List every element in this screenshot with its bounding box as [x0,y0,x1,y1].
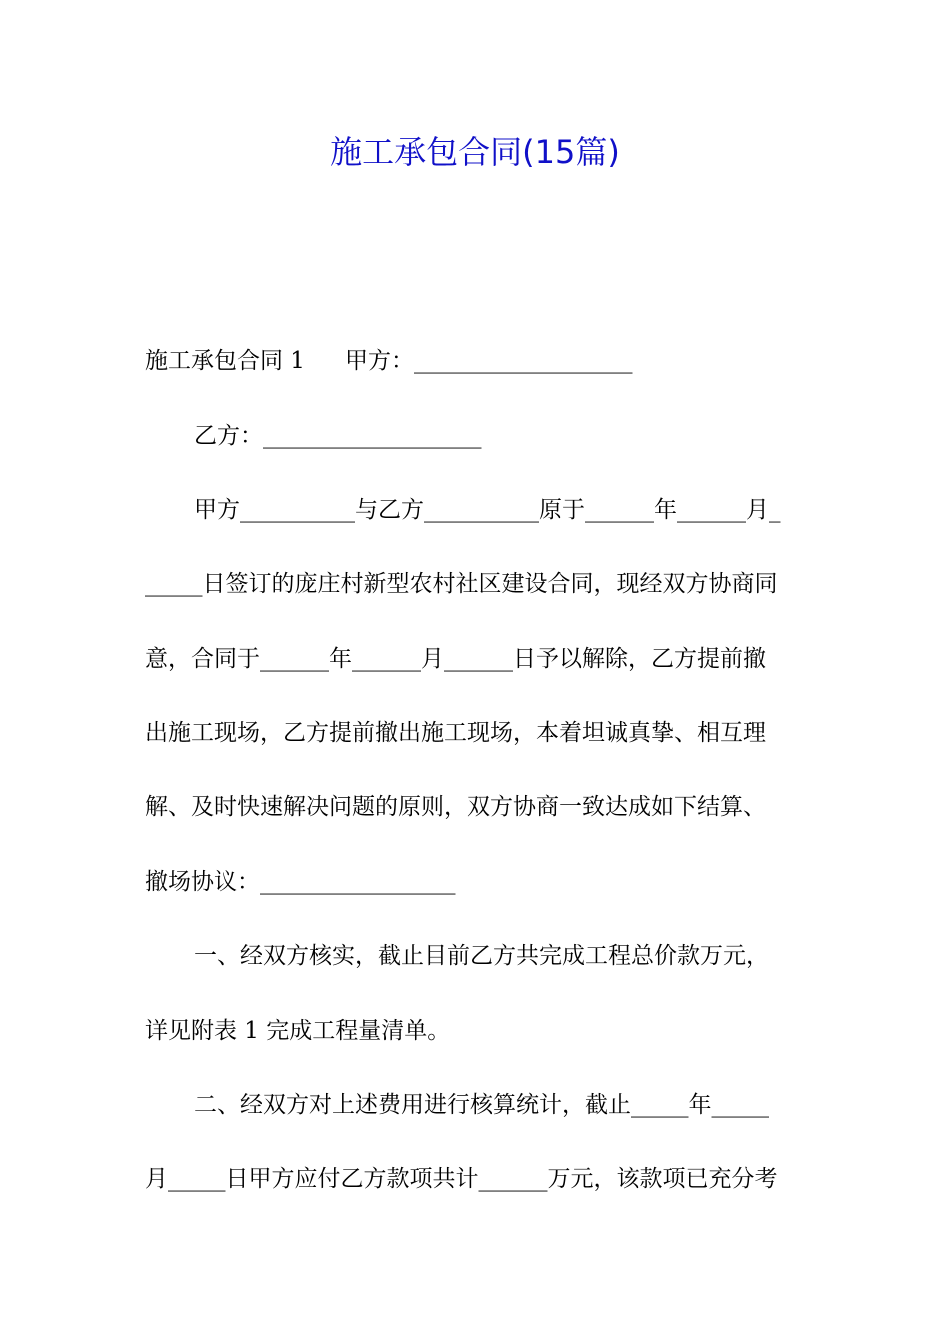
party-a-line: 甲方：___________________ [344,348,633,374]
paragraph-line: _____日签订的庞庄村新型农村社区建设合同，现经双方协商同 [145,571,778,597]
paragraph-line: 详见附表 1 完成工程量清单。 [145,1018,451,1044]
document-title: 施工承包合同(15篇) [330,133,620,171]
paragraph-line: 意，合同于______年______月______日予以解除，乙方提前撤 [145,646,766,672]
paragraph-line: 月_____日甲方应付乙方款项共计______万元，该款项已充分考 [145,1166,778,1192]
contract-heading: 施工承包合同 1 [145,348,305,374]
clause-one-line: 一、经双方核实，截止目前乙方共完成工程总价款万元， [194,943,769,969]
paragraph-line: 出施工现场，乙方提前撤出施工现场，本着坦诚真挚、相互理 [145,720,766,746]
party-b-line: 乙方：___________________ [194,423,482,449]
paragraph-line [145,341,815,381]
clause-two-line: 二、经双方对上述费用进行核算统计，截止_____年_____ [194,1092,769,1118]
paragraph-line: 撤场协议：_________________ [145,869,456,895]
paragraph-line: 解、及时快速解决问题的原则，双方协商一致达成如下结算、 [145,794,766,820]
paragraph-line: 甲方__________与乙方__________原于______年______月_ [194,497,781,523]
